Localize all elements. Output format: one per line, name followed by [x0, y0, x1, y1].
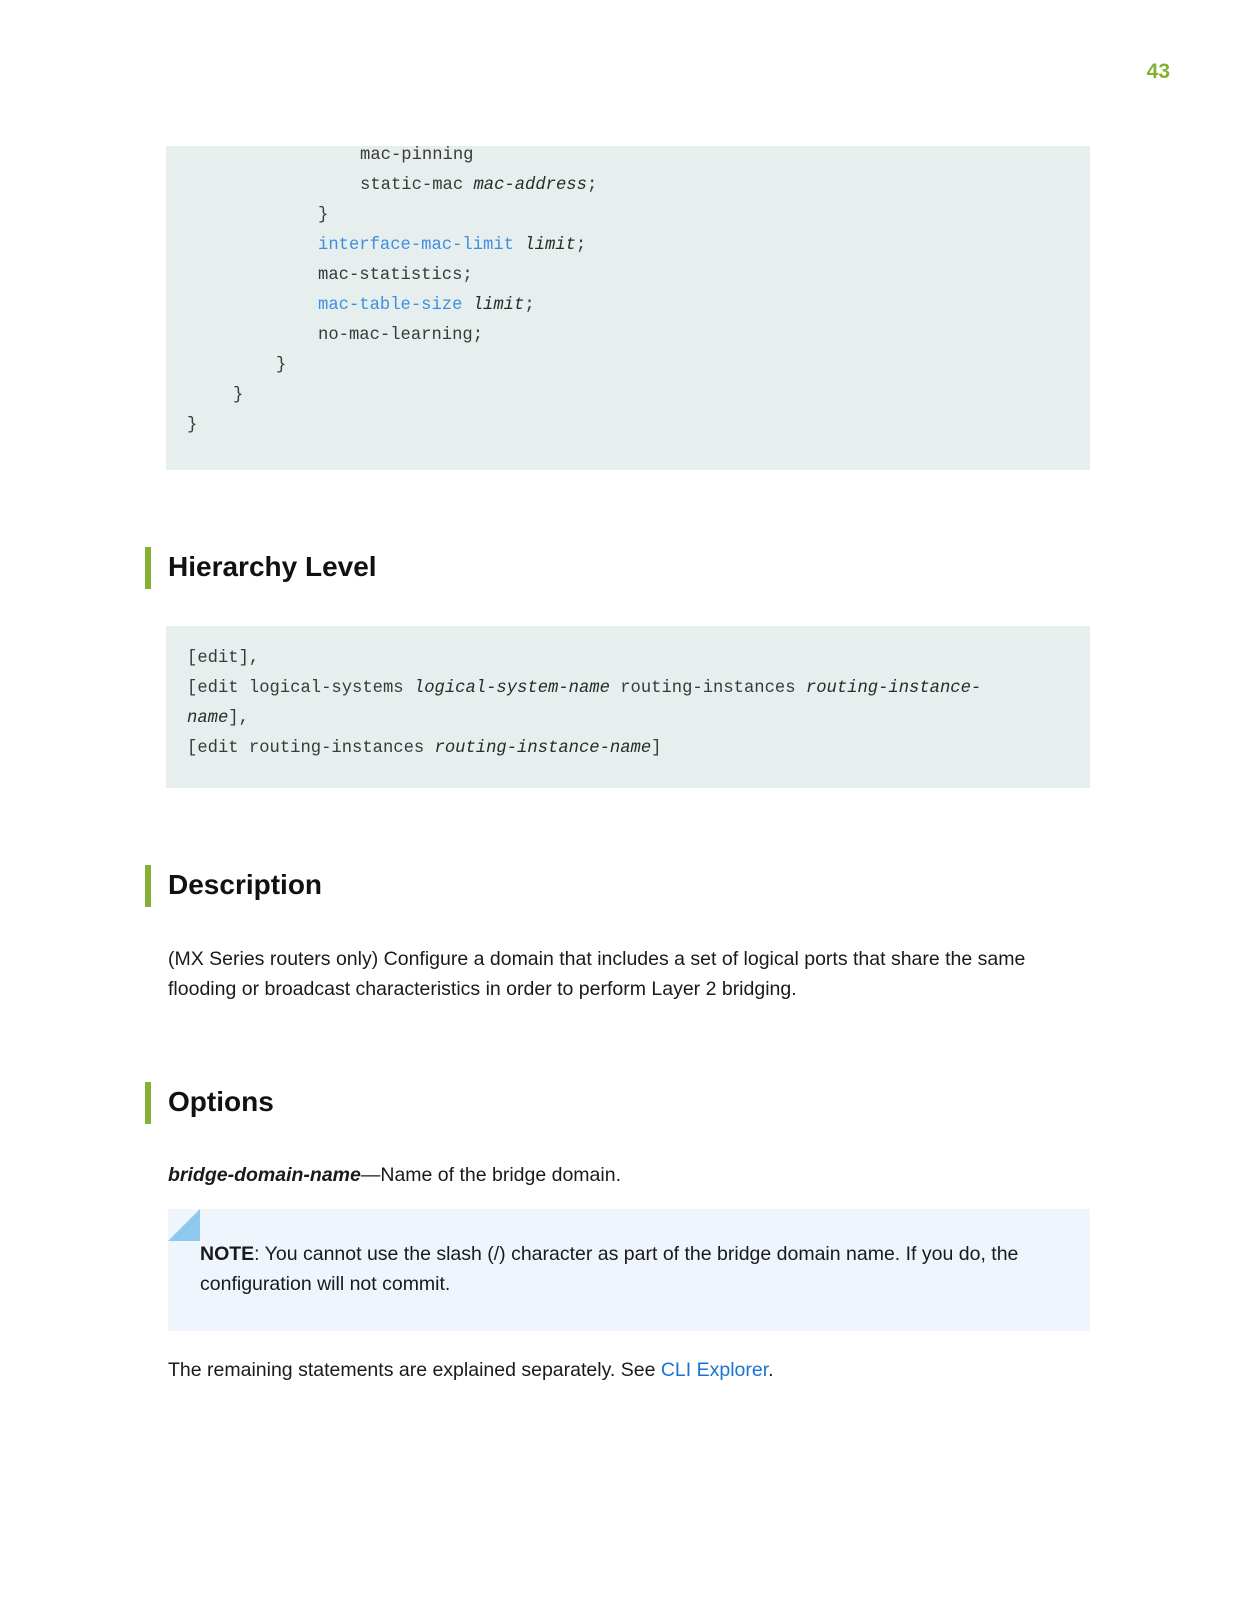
heading-accent-bar — [145, 1082, 151, 1124]
code-line — [187, 649, 259, 669]
code-line — [187, 739, 661, 759]
note-text — [200, 1239, 1060, 1299]
code-variable: name — [187, 709, 229, 728]
code-text: ], — [228, 709, 249, 728]
code-text: routing-instances — [609, 679, 806, 698]
code-line — [318, 296, 535, 316]
code-text: [edit routing-instances — [187, 739, 435, 758]
note-line: configuration will not commit. — [200, 1273, 451, 1295]
code-variable: routing-instance-name — [434, 739, 652, 758]
code-line — [187, 679, 981, 699]
code-line — [318, 206, 328, 226]
description-line: (MX Series routers only) Configure a domain that includes a set of logical ports that share the same — [168, 948, 1026, 970]
options-heading: Options — [168, 1086, 274, 1117]
option-definition — [168, 1160, 1068, 1190]
code-text: ] — [651, 739, 662, 758]
code-text: } — [233, 386, 244, 405]
remaining-text: The remaining statements are explained separately. See — [168, 1359, 661, 1381]
heading-accent-bar — [145, 865, 151, 907]
code-variable: routing-instance- — [805, 679, 982, 698]
code-text: } — [276, 356, 287, 375]
code-text: ; — [586, 176, 598, 195]
code-text — [462, 296, 472, 315]
description-text — [168, 944, 1068, 1004]
heading-accent-bar — [145, 547, 151, 589]
hierarchy-code-block — [166, 626, 1090, 788]
code-text: ; — [524, 296, 535, 315]
note-line: : You cannot use the slash (/) character as part of the bridge domain name. If you do, the — [254, 1243, 1019, 1265]
statement-link[interactable]: interface-mac-limit — [318, 236, 514, 255]
page-number: 43 — [1146, 60, 1170, 83]
code-text: [edit logical-systems — [187, 679, 414, 698]
code-line — [187, 416, 197, 436]
code-text — [514, 236, 524, 255]
config-code-block — [166, 146, 1090, 470]
code-text: } — [187, 416, 198, 435]
option-term-description: —Name of the bridge domain. — [360, 1164, 621, 1186]
code-variable: mac-address — [473, 176, 587, 195]
code-line — [318, 266, 473, 286]
code-line — [360, 176, 597, 196]
hierarchy-level-heading: Hierarchy Level — [168, 551, 377, 582]
remaining-end: . — [768, 1359, 774, 1381]
remaining-statements-text — [168, 1355, 1068, 1385]
code-text: [edit], — [187, 649, 260, 668]
code-text: mac-pinning — [360, 146, 474, 165]
note-label: NOTE — [200, 1243, 255, 1265]
code-text: no-mac-learning; — [318, 326, 484, 345]
description-line: flooding or broadcast characteristics in order to perform Layer 2 bridging. — [168, 978, 797, 1000]
code-line — [187, 709, 249, 729]
option-term: bridge-domain-name — [168, 1164, 361, 1186]
code-text: static-mac — [360, 176, 474, 195]
statement-link[interactable]: mac-table-size — [318, 296, 463, 315]
code-line — [318, 236, 586, 256]
code-text: mac-statistics; — [318, 266, 473, 285]
code-line — [318, 326, 483, 346]
code-line — [360, 146, 473, 166]
code-line — [233, 386, 243, 406]
code-variable: limit — [472, 296, 525, 315]
description-heading: Description — [168, 869, 323, 900]
cli-explorer-link[interactable]: CLI Explorer — [660, 1359, 769, 1381]
code-text: ; — [575, 236, 587, 255]
code-variable: logical-system-name — [413, 679, 610, 698]
code-variable: limit — [524, 236, 576, 255]
code-text: } — [318, 206, 329, 225]
code-line — [276, 356, 286, 376]
note-corner-icon — [168, 1209, 200, 1241]
